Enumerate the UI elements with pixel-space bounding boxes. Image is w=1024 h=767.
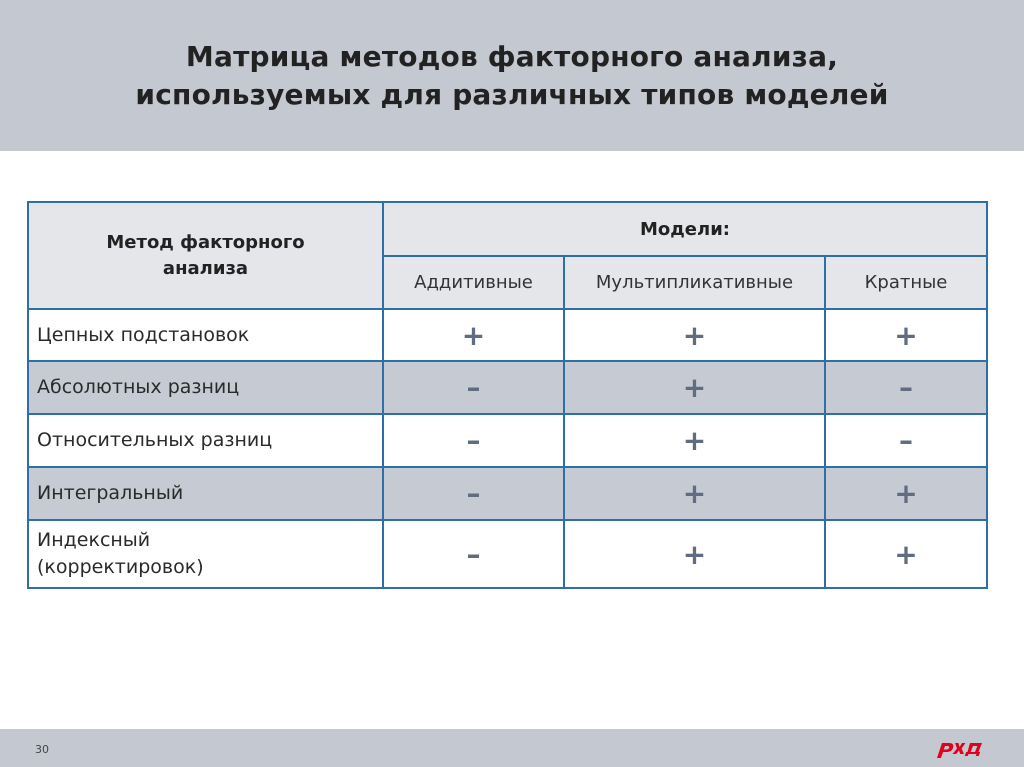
row-label	[28, 361, 383, 414]
mark-cell: +	[383, 309, 564, 361]
method-header-line-2: анализа	[162, 257, 249, 279]
slide-title	[135, 38, 888, 114]
table-row	[28, 309, 987, 361]
mark-cell: –	[825, 361, 987, 414]
table-row	[28, 467, 987, 520]
models-group-header: Модели:	[383, 202, 987, 256]
rzd-logo-icon	[934, 735, 990, 761]
mark-cell: –	[383, 414, 564, 467]
table-row	[28, 414, 987, 467]
slide-title-line-1: Матрица методов факторного анализа,	[185, 39, 839, 73]
table-row	[28, 520, 987, 588]
table-header-row	[28, 202, 987, 256]
factor-analysis-matrix-table	[27, 201, 988, 589]
mark-cell: +	[564, 414, 825, 467]
row-label	[28, 414, 383, 467]
row-label	[28, 467, 383, 520]
mark-cell: +	[564, 520, 825, 588]
mark-cell: +	[825, 467, 987, 520]
mark-cell: –	[383, 467, 564, 520]
row-label	[28, 520, 383, 588]
table-row	[28, 361, 987, 414]
row-label-line: (корректировок)	[37, 556, 204, 578]
mark-cell: +	[564, 467, 825, 520]
row-label-line: Относительных разниц	[37, 429, 273, 451]
column-header-additive: Аддитивные	[383, 256, 564, 309]
mark-cell: +	[564, 361, 825, 414]
slide-title-line-2: используемых для различных типов моделей	[135, 77, 889, 111]
mark-cell: +	[825, 520, 987, 588]
mark-cell: –	[825, 414, 987, 467]
row-label-line: Абсолютных разниц	[37, 376, 240, 398]
column-header-multiple: Кратные	[825, 256, 987, 309]
row-label	[28, 309, 383, 361]
row-label-line: Интегральный	[37, 482, 184, 504]
column-header-multiplicative: Мультипликативные	[564, 256, 825, 309]
row-label-line: Индексный	[37, 529, 151, 551]
mark-cell: –	[383, 361, 564, 414]
row-label-line: Цепных подстановок	[37, 323, 250, 346]
mark-cell: +	[825, 309, 987, 361]
page-number: 30	[35, 743, 49, 756]
title-band	[0, 0, 1024, 151]
footer-band	[0, 729, 1024, 767]
mark-cell: –	[383, 520, 564, 588]
method-column-header	[28, 202, 383, 309]
method-header-line-1: Метод факторного	[106, 231, 305, 253]
mark-cell: +	[564, 309, 825, 361]
